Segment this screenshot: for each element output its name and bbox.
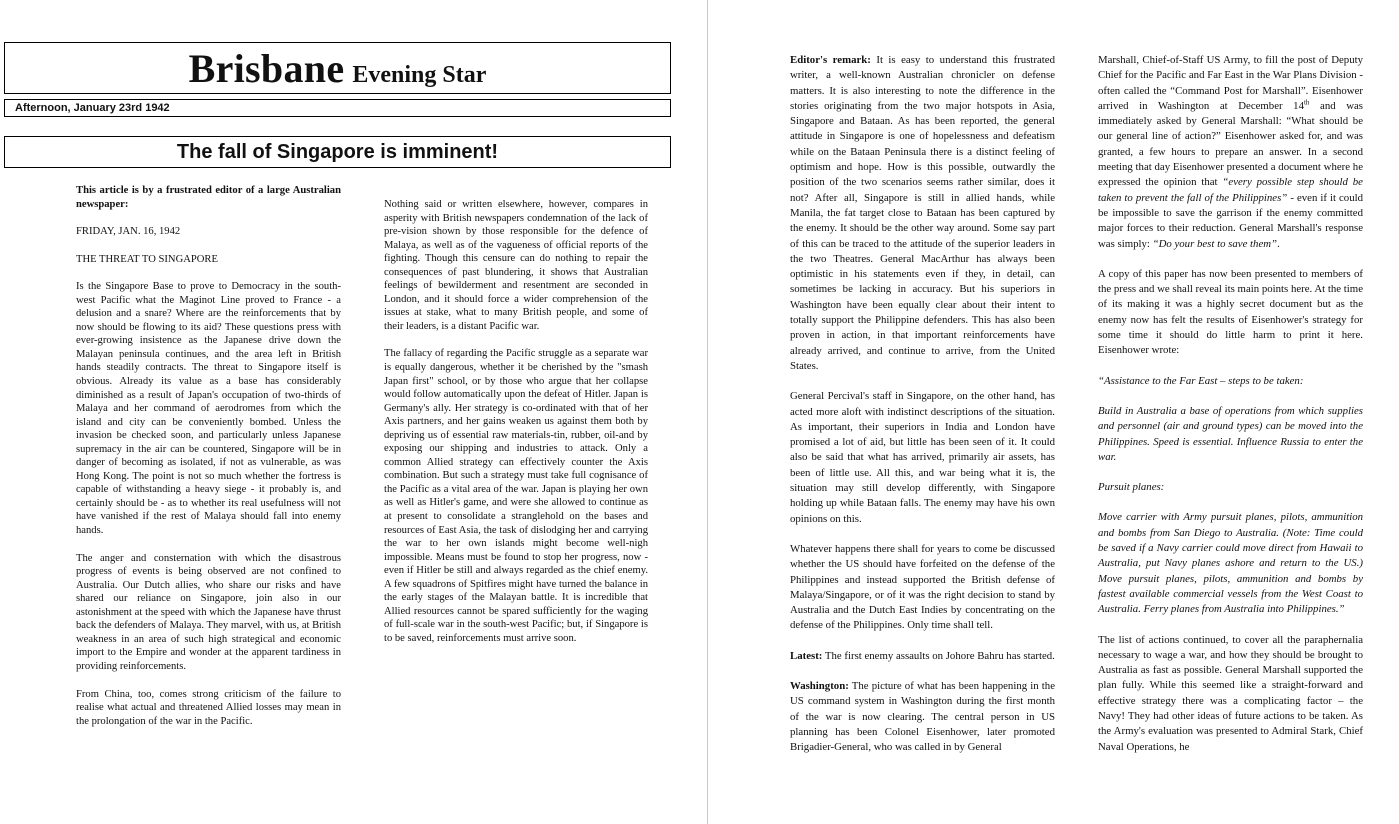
paragraph: From China, too, comes strong criticism of the failure to realise what actual and threatened Allied losses may mean in the prolongation of the war in the Pacific. [76, 688, 341, 727]
column-4 [1098, 53, 1363, 770]
article-intro: This article is by a frustrated editor of a large Australian newspaper: [76, 185, 341, 210]
paragraph-label: Washington: [790, 679, 849, 692]
column-1 [76, 184, 341, 742]
paragraph: Is the Singapore Base to prove to Democracy in the south-west Pacific what the Maginot Line proved to France - a delusion and a snare? Where are the reinforcements that by now should be flowing to its aid? These questions press with ever-growing insistence as the Japanese drive down the Malayan peninsula continues, and the area left in British hands steadily contracts. The threat to Singapore itself is obvious. Already its value as a base has considerably diminished as a result of Japan's occupation of two-thirds of Malaya and her command of aerodromes from which the island and city can be conveniently bombed. Unless the invasion be checked soon, and particularly unless Japanese supremacy in the air can be countered, Singapore will be in danger of becoming as isolated, if not as vulnerable, as was Hong Kong. The point is not so much whether the fortress is capable of withstanding a heavy siege - it probably is, and certainly should be - as to whether its real usefulness will not have vanished if the rest of Malaya should fall into enemy hands. [76, 281, 341, 537]
superscript: th [1303, 98, 1310, 107]
paragraph: General Percival's staff in Singapore, on the other hand, has acted more aloft with indistinct descriptions of the situation. As important, their superiors in India and London have promised a lot of aid, but little has been seen of it. It could also be said that what has arrived, primarily air assets, has been of little use. All this, and war being what it is, the situation may still develop differently, with Singapore holding up while Bataan falls. The enemy may have his own opinions on this. [790, 390, 1055, 525]
quote-subheading: Pursuit planes: [1098, 481, 1165, 494]
paragraph: A copy of this paper has now been presented to members of the press and we shall reveal its main points here. At the time of its making it was a highly secret document but as the enemy now has felt the results of Eisenhower's strategy for some time it should do little harm to print it here. Eisenhower wrote: [1098, 267, 1363, 357]
paragraph-text: . [1277, 237, 1280, 250]
quote-text: “every possible step should be taken to prevent the fall of the Philippines” [1098, 176, 1363, 204]
paragraph-text: Marshall, Chief-of-Staff US Army, to fill the post of Deputy Chief for the Pacific and Far East in the War Plans Division - often called the “Command Post for Marshall”. Eisenhower arrived in Washington at December 14 [1098, 54, 1363, 112]
dateline: Afternoon, January 23rd 1942 [4, 99, 671, 117]
paragraph-text: and was immediately asked by General Marshall: “What should be our general line of action?” Eisenhower asked for, and was granted, a few hours to prepare an answer. In a second meeting that day Eisenhower presented a document where he expressed the opinion that [1098, 99, 1363, 189]
paragraph: The list of actions continued, to cover all the paraphernalia necessary to wage a war, and how they should be brought to Australia as fast as possible. General Marshall supported the plan fully. While this seemed like a straight-forward and effective strategy there was a complicating factor – the Navy! They had other ideas of future actions to be taken. As the Army's evaluation was presented to Admiral Stark, Chief Naval Operations, he [1098, 633, 1363, 753]
paragraph-text: - even if it could be impossible to save the garrison if the enemy committed major forces to their reduction. General Marshall's response was simply: [1098, 191, 1364, 250]
quote-heading: “Assistance to the Far East – steps to be taken: [1098, 374, 1304, 387]
paragraph [1098, 53, 1363, 252]
paragraph-text: It is easy to understand this frustrated writer, a well-known Australian chronicler on defense matters. It is also interesting to note the difference in the stories originating from the two major hotspots in Asia, Singapore and Bataan. As has been reported, the general attitude in Singapore is one of hopelessness and defeatism while on the Bataan Peninsula there is a distinct feeling of optimism and hope. How is this possible, outwardly the position of the two scenarios seems rather similar, does it not? After all, Singapore is still in allied hands, while Manila, the fat target close to Bataan has been captured by the enemy. It should be the other way around. Some say part of this can be traced to the attitude of the superior leaders in the two Theatres. General MacArthur has always been optimistic in his statements even if they, in detail, can sometimes be lacking in accuracy. But his superiors in Washington have been equally clear about their intent to totally support the Philippine defenders. This has also been proven in action, in that important reinforcements have already arrived, and continue to arrive, from the United States. [790, 54, 1055, 372]
column-2 [384, 198, 648, 660]
quote-text: “Do your best to save them” [1152, 237, 1278, 250]
quote-paragraph: Move carrier with Army pursuit planes, pilots, ammunition and bombs from San Diego to Australia. (Note: Time could be saved if a Navy carrier could move direct from Hawaii to Australia, put Navy planes ashore and return to the US.) Move pursuit planes, pilots, ammunition and bombs by fastest available commercial vessels from the West Coast to Australia. Ferry planes from Australia into Philippines.” [1098, 511, 1363, 616]
page-divider [707, 0, 708, 824]
masthead-subtitle: Evening Star [352, 62, 487, 88]
article-date: FRIDAY, JAN. 16, 1942 [76, 226, 181, 238]
paragraph [790, 649, 1055, 664]
paragraph: The anger and consternation with which the disastrous progress of events is being observed are not confined to Australia. Our Dutch allies, who share our risks and have shared our reliance on Singapore, join also in our astonishment at the speed with which the Japanese have thrust back the defenders of Malaya. They marvel, with us, at British weakness in an area of such high strategical and economic import to the Empire and wonder at the apparent tardiness in providing reinforcements. [76, 552, 341, 672]
masthead [4, 42, 671, 94]
paragraph-label: Latest: [790, 649, 823, 662]
paragraph [790, 679, 1055, 755]
column-3 [790, 53, 1055, 770]
headline: The fall of Singapore is imminent! [4, 136, 671, 168]
paragraph-label: Editor's remark: [790, 54, 871, 66]
paragraph: Whatever happens there shall for years to come be discussed whether the US should have forfeited on the defense of the Philippines and instead supported the British defense of Malaya/Singapore, or of it was the right decision to stand by Australia and the Dutch East Indies by concentrating on the defense of the Philippines. Only time shall tell. [790, 542, 1055, 632]
paragraph-text: The first enemy assaults on Johore Bahru has started. [822, 649, 1055, 662]
masthead-title: Brisbane [188, 46, 345, 91]
quote-paragraph: Build in Australia a base of operations from which supplies and personnel (air and ground types) can be moved into the Philippines. Speed is essential. Influence Russia to enter the war. [1098, 404, 1363, 463]
article-subhead: THE THREAT TO SINGAPORE [76, 253, 218, 265]
paragraph-text: The picture of what has been happening in the US command system in Washington during the first month of the war is now clearing. The central person in US planning has been Colonel Eisenhower, later promoted Brigadier-General, who was called in by General [790, 679, 1055, 754]
paragraph: The fallacy of regarding the Pacific struggle as a separate war is equally dangerous, whether it be cherished by the "smash Japan first" school, or by those who argue that her collapse would follow automatically upon the defeat of Hitler. Japan is Germany's ally. Her strategy is co-ordinated with that of her Axis partners, and her gains weaken us against them both by depriving us of essential raw materials-tin, rubber, oil-and by exposing our shipping and industries to attack. Only a common Allied strategy can effectively counter the Axis combination. But such a strategy must take full cognisance of the Pacific as a vital area of the war. Japan is playing her own as well as Hitler's game, and were she allowed to continue as at present to consolidate a stranglehold on the bases and resources of East Asia, the task of dislodging her and carrying the war to her own islands might become well-nigh impossible. Means must be found to stop her progress, now - even if Hitler be still and always regarded as the chief enemy. A few squadrons of Spitfires might have turned the balance in the early stages of the Malayan battle. It is incredible that Allied resources cannot be spared sufficiently for the waging of full-scale war in the south-west Pacific; but, if Singapore is to be saved, reinforcements must arrive soon. [384, 348, 648, 644]
paragraph: Nothing said or written elsewhere, however, compares in asperity with British newspapers condemnation of the lack of pre-vision shown by those responsible for the defence of Malaya, as well as of the vagueness of official reports of the fighting. Though this censure can do nothing to repair the consequences of past blundering, it shows that Australian feelings of bewilderment and resentment are seconded in London, and it should force a wider comprehension of the issues at stake, what to many British people, and some of their leaders, is a distant Pacific war. [384, 199, 648, 332]
paragraph [790, 53, 1055, 374]
